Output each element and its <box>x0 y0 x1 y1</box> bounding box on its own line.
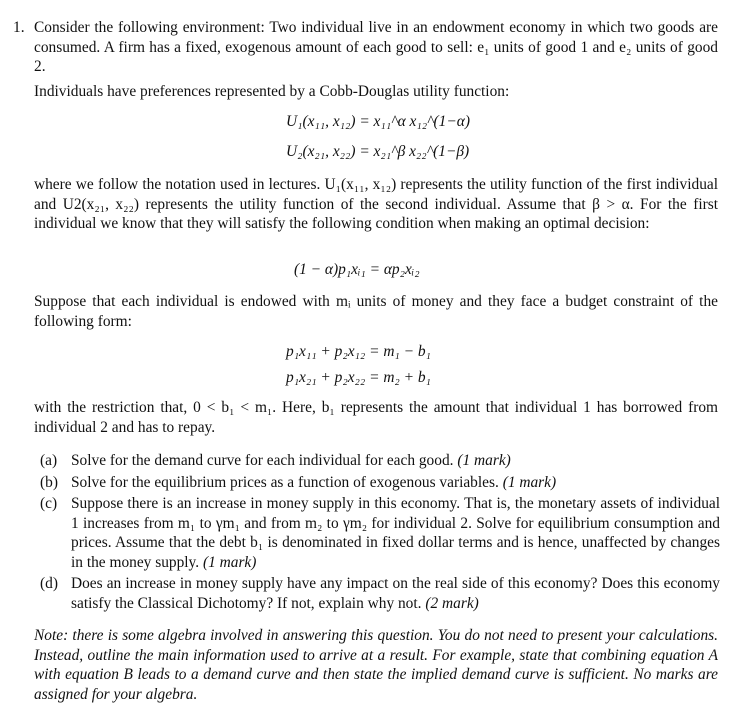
notation-paragraph: where we follow the notation used in lectures. U₁(x₁₁, x₁₂) represents the utility function of the first individual and U2(x₂₁, x₂₂) represents the utility function of the second individual. Assume that β > α. For the first individual we know that they will satisfy the following condition when making an optimal decision: <box>34 176 718 232</box>
mark-allocation: (2 mark) <box>425 594 479 612</box>
budget-paragraph: Suppose that each individual is endowed with mᵢ units of money and they face a budget constraint of the following form: <box>34 293 718 330</box>
algebra-note: Note: there is some algebra involved in answering this question. You do not need to present your calculations. Instead, outline the main information used to arrive at a result. For example, state that combining equation A with equation B leads to a demand curve and then state the implied demand curve is sufficient. No marks are assigned for your algebra. <box>34 627 718 703</box>
sub-question-text: Suppose there is an increase in money supply in this economy. That is, the monetary assets of individual 1 increases from m₁ to γm₁ and from m₂ to γm₂ for individual 2. Solve for equilibrium consumption and prices. Assume that the debt b₁ is denominated in fixed dollar terms and is hence, unaffected by changes in the money supply. <box>71 495 720 571</box>
sub-question-text: Does an increase in money supply have any impact on the real side of this economy? Does this economy satisfy the Classical Dichotomy? If not, explain why not. <box>71 575 720 612</box>
optimality-condition: (1 − α)p₁xᵢ₁ = αp₂xᵢ₂ <box>294 261 420 278</box>
utility-equation-2: U₂(x₂₁, x₂₂) = x₂₁^β x₂₂^(1−β) <box>286 143 470 160</box>
sub-question-b <box>40 473 720 493</box>
intro-paragraph: Consider the following environment: Two individual live in an endowment economy in which two goods are consumed. A firm has a fixed, exogenous amount of each good to sell: e₁ units of good 1 and e₂ units of good 2. <box>34 19 718 75</box>
budget-equation-1: p₁x₁₁ + p₂x₁₂ = m₁ − b₁ <box>286 343 431 360</box>
sub-question-label: (c) <box>40 495 58 512</box>
sub-question-label: (d) <box>40 575 58 592</box>
sub-question-a <box>40 451 720 471</box>
restriction-paragraph: with the restriction that, 0 < b₁ < m₁. Here, b₁ represents the amount that individual 1 has borrowed from individual 2 and has to repay. <box>34 399 718 436</box>
sub-question-d <box>40 574 720 613</box>
sub-question-text: Solve for the demand curve for each individual for each good. <box>71 452 454 469</box>
budget-equation-2: p₁x₂₁ + p₂x₂₂ = m₂ + b₁ <box>286 369 431 386</box>
utility-equation-1: U₁(x₁₁, x₁₂) = x₁₁^α x₁₂^(1−α) <box>286 113 470 130</box>
question-number: 1. <box>13 19 25 36</box>
mark-allocation: (1 mark) <box>502 473 557 491</box>
mark-allocation: (1 mark) <box>202 553 257 571</box>
sub-question-c <box>40 494 720 572</box>
sub-questions-list <box>40 451 720 615</box>
sub-question-label: (b) <box>40 473 58 491</box>
sub-question-text: Solve for the equilibrium prices as a function of exogenous variables. <box>71 473 499 491</box>
preferences-text: Individuals have preferences represented by a Cobb-Douglas utility function: <box>34 83 510 100</box>
mark-allocation: (1 mark) <box>457 452 511 469</box>
sub-question-label: (a) <box>40 452 58 469</box>
